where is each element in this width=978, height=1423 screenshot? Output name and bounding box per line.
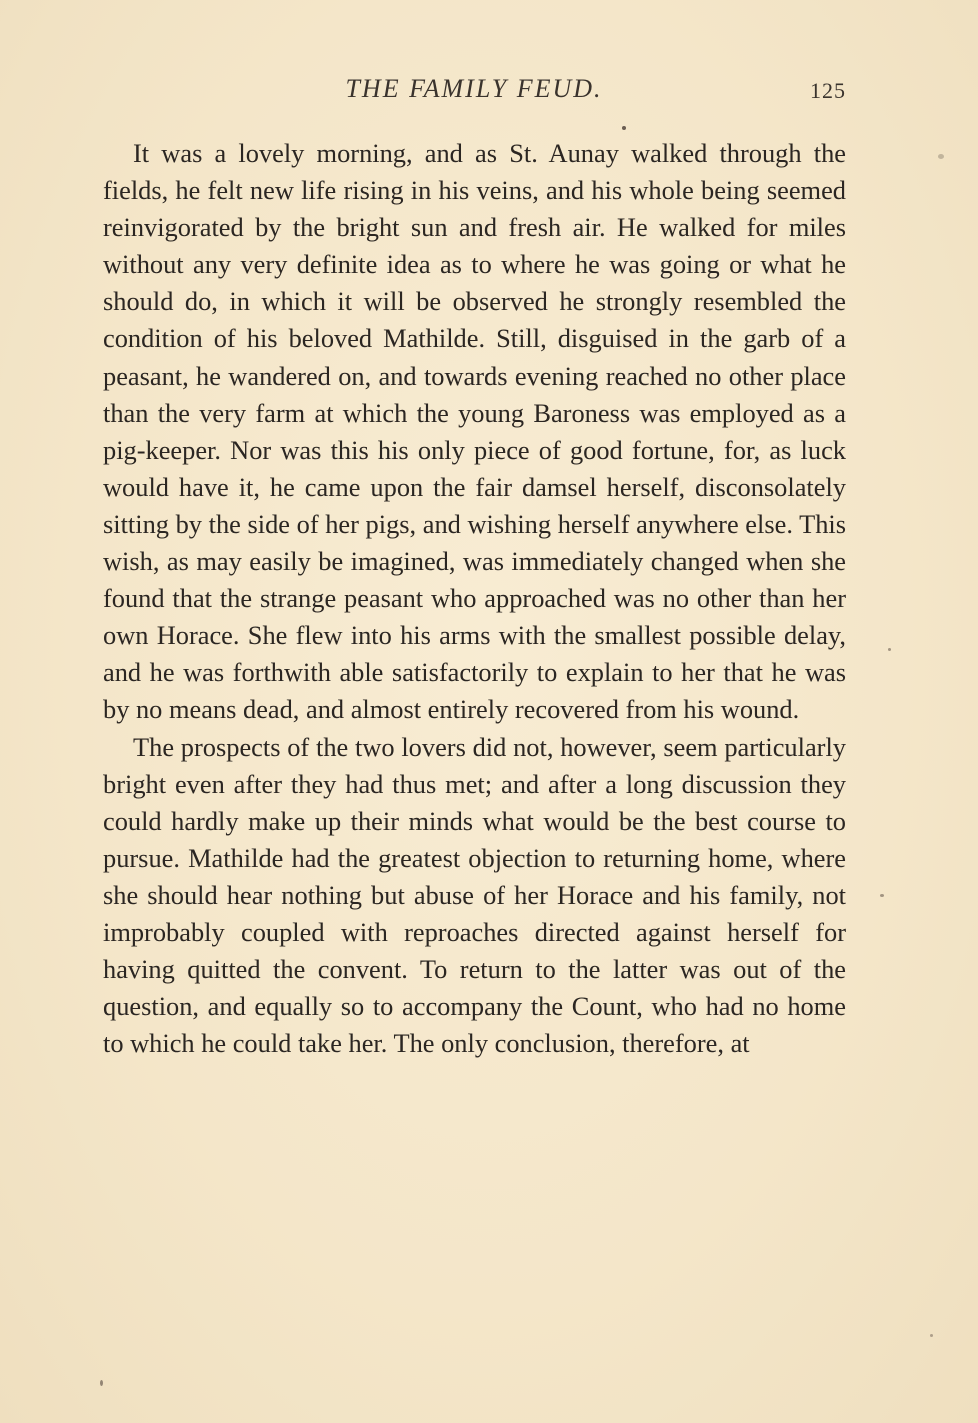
running-title: THE FAMILY FEUD. — [345, 74, 603, 103]
body-text — [103, 135, 846, 1062]
paper-speck — [888, 648, 891, 651]
paragraph-1: It was a lovely morning, and as St. Aunay walked through the fields, he felt new life rising in his veins, and his whole being seemed reinvigorated by the bright sun and fresh air. He walked for miles without any very definite idea as to where he was going or what he should do, in which it will be observed he strongly resembled the condition of his beloved Mathilde. Still, disguised in the garb of a peasant, he wandered on, and towards evening reached no other place than the very farm at which the young Baroness was employed as a pig-keeper. Nor was this his only piece of good fortune, for, as luck would have it, he came upon the fair damsel herself, disconsolately sitting by the side of her pigs, and wishing herself anywhere else. This wish, as may easily be imagined, was immediately changed when she found that the strange peasant who approached was no other than her own Horace. She flew into his arms with the smallest possible delay, and he was forthwith able satisfactorily to explain to her that he was by no means dead, and almost entirely recovered from his wound. — [103, 138, 846, 725]
paper-speck — [880, 894, 884, 897]
paragraph-2: The prospects of the two lovers did not, however, seem particularly bright even after they had thus met; and after a long discussion they could hardly make up their minds what would be the best course to pursue. Mathilde had the greatest objection to returning home, where she should hear nothing but abuse of her Horace and his family, not improbably coupled with reproaches directed against herself for having quitted the convent. To return to the latter was out of the question, and equally so to accompany the Count, who had no home to which he could take her. The only conclusion, therefore, at — [103, 731, 846, 1059]
paper-speck — [930, 1334, 933, 1337]
paper-speck — [622, 126, 626, 130]
paper-speck — [100, 1380, 103, 1386]
paper-speck — [938, 154, 944, 159]
page-number: 125 — [810, 78, 846, 103]
running-head — [100, 74, 848, 110]
